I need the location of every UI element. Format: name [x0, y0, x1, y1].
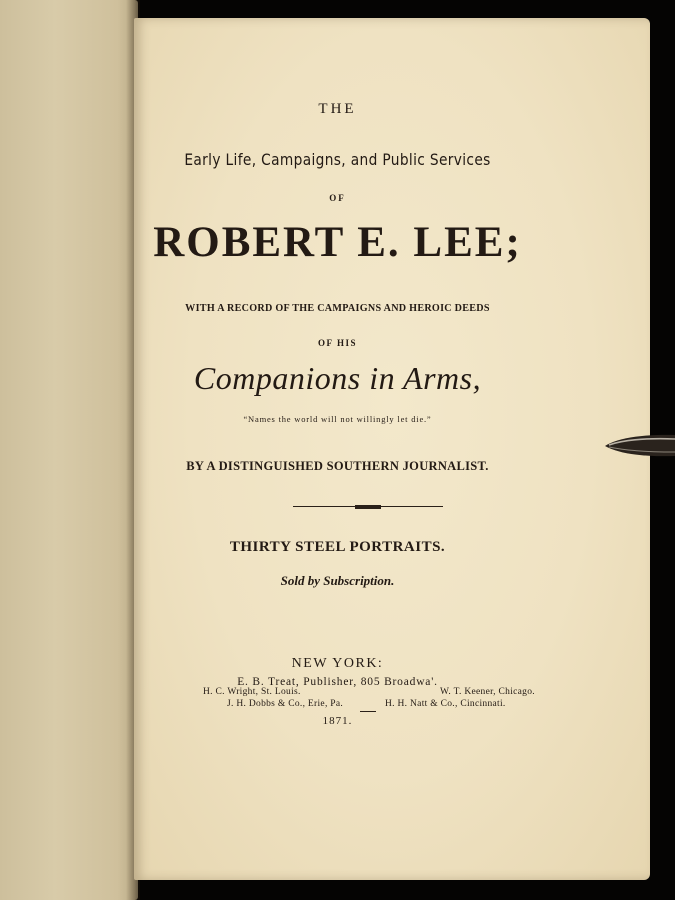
- left-flyleaf: [0, 0, 138, 900]
- bookmark-ribbon: [603, 430, 675, 460]
- title-companions: Companions in Arms,: [193, 360, 482, 396]
- imprint-publisher: E. B. Treat, Publisher, 805 Broadwa'.: [237, 676, 438, 688]
- title-of: OF: [329, 193, 346, 203]
- agent-chicago: W. T. Keener, Chicago.: [440, 687, 535, 697]
- imprint-year: 1871.: [322, 715, 353, 727]
- title-the: THE: [318, 101, 357, 117]
- title-record: WITH A RECORD OF THE CAMPAIGNS AND HEROIC DEEDS: [185, 302, 490, 314]
- agent-erie: J. H. Dobbs & Co., Erie, Pa.: [227, 699, 344, 709]
- ornamental-rule-center: [355, 505, 381, 509]
- sold-line: Sold by Subscription.: [280, 573, 395, 588]
- title-name: ROBERT E. LEE;: [153, 219, 522, 266]
- portraits-line: THIRTY STEEL PORTRAITS.: [229, 539, 446, 555]
- year-rule: [360, 711, 376, 712]
- title-of-his: OF HIS: [318, 338, 357, 348]
- agent-st-louis: H. C. Wright, St. Louis.: [203, 687, 301, 697]
- author-line: BY A DISTINGUISHED SOUTHERN JOURNALIST.: [186, 459, 489, 473]
- imprint-city: NEW YORK:: [291, 656, 384, 671]
- title-subtitle: Early Life, Campaigns, and Public Services: [184, 150, 491, 169]
- epigraph-quote: “Names the world will not willingly let die.”: [243, 414, 432, 424]
- agent-cincinnati: H. H. Natt & Co., Cincinnati.: [385, 699, 506, 709]
- title-page: [134, 18, 650, 880]
